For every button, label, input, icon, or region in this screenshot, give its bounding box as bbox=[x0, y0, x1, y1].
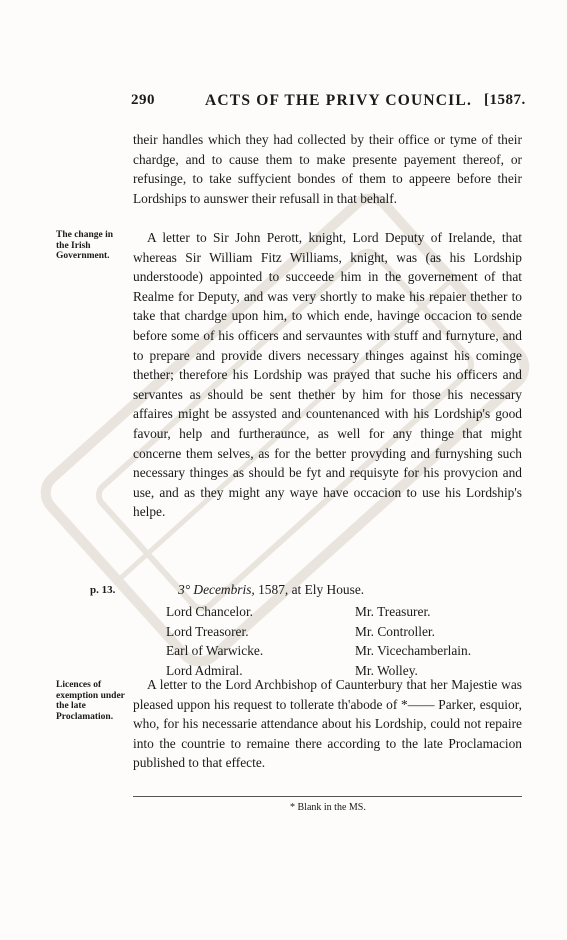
footnote: * Blank in the MS. bbox=[290, 802, 366, 813]
member-name: Earl of Warwicke. bbox=[166, 643, 264, 658]
member-name: Mr. Treasurer. bbox=[355, 604, 431, 619]
page-number: 290 bbox=[131, 92, 155, 108]
margin-note-licences: Licences of exemption under the late Proclamation. bbox=[56, 680, 125, 722]
member-name: Mr. Controller. bbox=[355, 623, 435, 639]
paragraph-letter-perott: A letter to Sir John Perott, knight, Lord Deputy of Irelande, that whereas Sir William Fitz Williams, knight, was (as his Lordship understoode) appointed to succeede him in the governement of that Realme for Deputy, and was very shortly to make his repaier thether to take that chardge upon him, to which ende, havinge occacion to sende before some of his officers and servauntes with stuff and furnyture, and to prepare and provide divers necessary thinges against his cominge thether; therefore his Lordship was prayed that suche his officers and servantes as should be sent thether by him for those his necessary affaires might be assysted and countenanced with his Lordship's good favour, help and furtheraunce, as well for any thinge that might concerne them selves, as for the better provyding and furnyshing such necessary thinges as should be fyt and requisyte for his provycion and use, and as they might any waye have occacion to use his Lordship's helpe. bbox=[133, 230, 522, 520]
footnote-rule bbox=[133, 796, 522, 797]
header-year: [1587. bbox=[484, 92, 526, 108]
paragraph-continuation: their handles which they had collected by their office or tyme of their chardge, and to cause them to make presente payement thereof, or refusinge, to take suffycient bondes of them to appeere before their Lordships to aunswer their refusall in that behalf. bbox=[133, 132, 522, 206]
running-title: ACTS OF THE PRIVY COUNCIL. bbox=[205, 92, 473, 109]
members-left-column bbox=[166, 602, 263, 680]
page-reference: p. 13. bbox=[90, 584, 116, 596]
margin-note-irish-government: The change in the Irish Government. bbox=[56, 230, 114, 261]
meeting-dateline bbox=[178, 582, 364, 598]
members-right-column bbox=[355, 602, 471, 680]
member-name: Lord Admiral. bbox=[166, 662, 243, 678]
meeting-date: 3° Decembris, bbox=[178, 582, 255, 597]
running-header bbox=[0, 92, 567, 114]
meeting-place: 1587, at Ely House. bbox=[254, 582, 365, 597]
member-name: Mr. Vicechamberlain. bbox=[355, 643, 472, 658]
member-name: Lord Chancelor. bbox=[166, 604, 254, 619]
member-name: Mr. Wolley. bbox=[355, 662, 418, 678]
paragraph-letter-archbishop: A letter to the Lord Archbishop of Caunterbury that her Majestie was pleased uppon his request to tollerate th'abode of *—— Parker, esquior, who, for his necessarie attendance about his Lordship, could not repaire into the countrie to remaine there according to the late Proclamacion published to that effecte. bbox=[133, 677, 522, 771]
member-name: Lord Treasorer. bbox=[166, 623, 249, 639]
